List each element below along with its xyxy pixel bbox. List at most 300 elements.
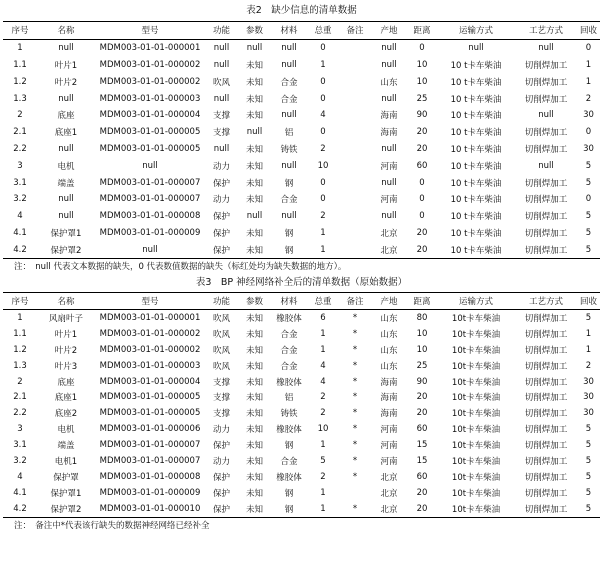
table-cell: * — [352, 344, 358, 355]
table-cell: 10 t卡车柴油 — [450, 111, 502, 122]
table-cell: 保护 — [212, 245, 230, 256]
table-cell: 10t卡车柴油 — [451, 472, 501, 483]
column-header: 产地 — [380, 297, 398, 308]
table-row — [3, 310, 600, 326]
table-cell: 0 — [320, 76, 326, 87]
table-cell: null — [213, 93, 230, 104]
table-cell: 北京 — [380, 228, 398, 239]
column-header: 回收 — [579, 297, 597, 308]
table-cell: null — [281, 160, 297, 171]
table-cell: 山东 — [380, 329, 398, 340]
table-cell: 未知 — [245, 393, 263, 404]
table-row — [3, 405, 600, 421]
table-cell: 钢 — [284, 178, 294, 189]
column-header: 运输方式 — [458, 26, 493, 37]
table-cell: 10t卡车柴油 — [451, 329, 501, 340]
table-cell: 未知 — [245, 111, 263, 122]
table-cell: 底座1 — [54, 128, 78, 139]
table-cell: 吹风 — [212, 77, 230, 88]
table-cell: 15 — [416, 440, 428, 451]
table-cell: 20 — [416, 143, 428, 154]
table-cell: 动力 — [212, 161, 230, 172]
column-header: 产地 — [380, 26, 398, 37]
table-cell — [339, 57, 371, 74]
table-cell: null — [381, 177, 397, 188]
table-cell: null — [246, 43, 263, 54]
table-cell: 保护 — [212, 441, 230, 452]
table-cell: 1.1 — [13, 59, 27, 70]
table-cell: 河南 — [380, 425, 398, 436]
table-cell: MDM003-01-01-000005 — [99, 143, 201, 154]
table-cell: null — [381, 59, 397, 70]
table-cell: 切削焊加工 — [524, 228, 568, 239]
table-cell: 支撑 — [212, 111, 230, 122]
table-cell: 铝 — [284, 128, 294, 139]
table-cell: 电机 — [57, 425, 75, 436]
table-cell: 10 — [317, 424, 329, 435]
table-cell: 4 — [17, 211, 23, 222]
table-cell: 叶片2 — [54, 345, 78, 356]
table-cell: 合金 — [280, 329, 298, 340]
table-cell: 90 — [416, 376, 428, 387]
table-cell: MDM003-01-01-000007 — [99, 456, 201, 466]
table-cell: MDM003-01-01-000003 — [99, 93, 201, 104]
table-cell: null — [213, 143, 230, 154]
table-cell: 4.1 — [13, 487, 27, 498]
table-cell — [339, 241, 371, 258]
table-cell: 切削焊加工 — [524, 144, 568, 155]
table-cell: MDM003-01-01-000009 — [99, 227, 201, 238]
table-cell: null — [281, 43, 297, 54]
table-cell: 5 — [585, 440, 592, 451]
table-cell: 1 — [320, 227, 326, 238]
column-header: 功能 — [212, 297, 230, 308]
table-row — [3, 453, 600, 469]
column-header: 名称 — [57, 297, 75, 308]
table-cell: 切削焊加工 — [524, 178, 568, 189]
table-cell — [339, 225, 371, 242]
table-cell: 5 — [585, 211, 592, 222]
table-cell: 动力 — [212, 457, 230, 467]
table-cell: MDM003-01-01-000003 — [99, 360, 201, 371]
table-cell: 未知 — [245, 313, 263, 324]
table-cell: null — [381, 43, 397, 54]
table-cell: 保护 — [212, 178, 230, 189]
table-cell: 4 — [320, 110, 326, 121]
table-cell: 4 — [320, 376, 326, 387]
table-cell: null — [281, 59, 297, 70]
table-cell: null — [58, 194, 74, 205]
table-cell: null — [142, 160, 158, 171]
table-cell: 切削焊加工 — [524, 212, 568, 223]
column-header: 名称 — [57, 26, 75, 37]
table-cell: 6 — [320, 312, 326, 323]
table-cell: 10 — [416, 344, 428, 355]
table-row — [3, 57, 600, 74]
table-cell: 1 — [320, 328, 326, 339]
table-cell: * — [352, 360, 358, 371]
table-cell: 河南 — [380, 457, 398, 467]
table-cell: 2.1 — [13, 127, 27, 138]
table-cell — [339, 485, 371, 501]
table-cell: 4 — [17, 471, 23, 482]
table2-note: 注： 备注中*代表该行缺失的数据神经网络已经补全 — [14, 520, 210, 531]
table-cell: 10t卡车柴油 — [451, 441, 501, 452]
table-cell: MDM003-01-01-000002 — [99, 328, 201, 339]
table-cell: 底座2 — [54, 409, 78, 420]
table-cell: 60 — [416, 471, 428, 482]
table-cell: 0 — [585, 43, 592, 54]
table-cell: 切削焊加工 — [524, 361, 568, 372]
table-cell: 60 — [416, 160, 428, 171]
table-cell: null — [538, 43, 554, 54]
table-row — [3, 174, 600, 191]
table-cell: 切削焊加工 — [524, 425, 568, 436]
table-cell: 10t卡车柴油 — [451, 409, 501, 420]
table-cell: 未知 — [245, 425, 263, 436]
table-cell: null — [381, 93, 397, 104]
table-cell: 10 t卡车柴油 — [450, 178, 502, 189]
table-cell: 未知 — [245, 377, 263, 388]
table-cell: MDM003-01-01-000001 — [99, 312, 201, 323]
table-cell: null — [381, 143, 397, 154]
table-cell: 切削焊加工 — [524, 345, 568, 356]
table-cell: 5 — [585, 503, 592, 514]
table2-caption: 表3 BP 神经网络补全后的清单数据（原始数据） — [195, 277, 408, 289]
table-row — [3, 157, 600, 174]
column-header: 距离 — [413, 26, 431, 37]
table-cell: 未知 — [245, 94, 263, 105]
table-cell: 20 — [416, 487, 428, 498]
table-cell: 底座 — [57, 111, 75, 122]
table-cell: 20 — [416, 127, 428, 138]
table-cell: 1 — [585, 76, 592, 87]
table-cell: MDM003-01-01-000004 — [99, 110, 201, 121]
table-cell: 20 — [416, 227, 428, 238]
table-cell: 海南 — [380, 393, 398, 404]
table-cell: 4.2 — [13, 503, 27, 514]
table-row — [3, 141, 600, 158]
table-cell: 橡胶体 — [276, 313, 302, 324]
table-cell: 保护罩 — [53, 472, 79, 483]
table-cell: MDM003-01-01-000005 — [99, 392, 201, 403]
table-cell: 10 t卡车柴油 — [450, 94, 502, 105]
table-cell: 叶片2 — [54, 77, 78, 88]
table1-header — [3, 22, 600, 40]
table-cell: 10t卡车柴油 — [451, 361, 501, 372]
completed-data-table — [3, 292, 600, 517]
table-cell: 20 — [416, 392, 428, 403]
table-cell: 合金 — [280, 361, 298, 372]
table-cell: 河南 — [380, 441, 398, 452]
table-cell: 10t卡车柴油 — [451, 393, 501, 404]
table-cell: 电机1 — [54, 457, 78, 467]
table-row — [3, 485, 600, 501]
table-cell: 3.1 — [13, 177, 27, 188]
table-cell: MDM003-01-01-000007 — [99, 440, 201, 451]
table-cell: null — [538, 110, 554, 121]
table-cell: 切削焊加工 — [524, 377, 568, 388]
table-cell: 吹风 — [212, 345, 230, 356]
column-header: 功能 — [212, 26, 230, 37]
table-cell: 2.2 — [13, 408, 27, 419]
table-cell: 切削焊加工 — [524, 488, 568, 499]
table-cell: * — [352, 471, 358, 482]
table-cell: MDM003-01-01-000004 — [99, 376, 201, 387]
table-cell: 山东 — [380, 345, 398, 356]
table-cell: 电机 — [57, 161, 75, 172]
column-header: 参数 — [245, 297, 263, 308]
table-cell — [339, 174, 371, 191]
table-cell: MDM003-01-01-000007 — [99, 177, 201, 188]
table-cell: 10 t卡车柴油 — [450, 128, 502, 139]
table-cell: 5 — [585, 487, 592, 498]
table-cell: 10 t卡车柴油 — [450, 77, 502, 88]
table-cell: 切削焊加工 — [524, 94, 568, 105]
table-cell: 北京 — [380, 245, 398, 256]
table-cell: 10t卡车柴油 — [451, 425, 501, 436]
table-cell: 0 — [320, 127, 326, 138]
table-cell: 合金 — [280, 77, 298, 88]
table-cell: 10 — [416, 328, 428, 339]
table-cell: 0 — [419, 43, 425, 54]
table-cell: 30 — [583, 392, 594, 403]
table-cell — [339, 141, 371, 158]
table-cell: 1 — [320, 344, 326, 355]
table-cell: 0 — [419, 194, 425, 205]
table-cell: 底座1 — [54, 393, 78, 404]
table-cell: 5 — [585, 471, 592, 482]
table-cell: 未知 — [245, 504, 263, 515]
table-cell: MDM003-01-01-000002 — [99, 344, 201, 355]
table-cell — [339, 39, 371, 56]
column-header: 型号 — [141, 26, 159, 37]
table-cell: null — [246, 127, 263, 138]
table-cell: 10 — [416, 59, 428, 70]
table-cell: 25 — [416, 93, 428, 104]
table-cell: 切削焊加工 — [524, 195, 568, 206]
table-cell: 3.2 — [13, 194, 27, 205]
table-cell: 5 — [585, 160, 592, 171]
table-cell: 底座 — [57, 377, 75, 388]
table-cell: 3 — [17, 160, 23, 171]
table-cell: 端盖 — [57, 178, 75, 189]
table-cell: 保护罩2 — [50, 245, 82, 256]
table-cell — [339, 73, 371, 90]
table-cell — [339, 191, 371, 208]
table-cell: 切削焊加工 — [524, 245, 568, 256]
table-cell: 80 — [416, 312, 428, 323]
column-header: 运输方式 — [458, 297, 493, 308]
table-cell: 15 — [416, 456, 428, 466]
table1-body — [3, 39, 600, 258]
column-header: 备注 — [346, 26, 364, 37]
table-cell: 河南 — [380, 161, 398, 172]
table-cell: 未知 — [245, 361, 263, 372]
table-cell: null — [58, 93, 74, 104]
table-cell: * — [352, 328, 358, 339]
column-header: 材料 — [280, 297, 298, 308]
table-cell: 0 — [320, 194, 326, 205]
table-cell: MDM003-01-01-000002 — [99, 76, 201, 87]
table-cell: 海南 — [380, 128, 398, 139]
table-cell: 0 — [320, 177, 326, 188]
table-cell: 10t卡车柴油 — [451, 457, 501, 467]
table-cell: MDM003-01-01-000001 — [99, 43, 201, 54]
table-row — [3, 39, 600, 56]
table-cell: 5 — [585, 312, 592, 323]
table-row — [3, 326, 600, 342]
table-cell: * — [352, 424, 358, 435]
table-cell: 保护 — [212, 488, 230, 499]
table-cell: 10t卡车柴油 — [451, 313, 501, 324]
table-cell: 2 — [320, 143, 326, 154]
table-cell: MDM003-01-01-000005 — [99, 408, 201, 419]
table-cell: 20 — [416, 408, 428, 419]
table-cell: 1 — [585, 59, 592, 70]
table-cell: * — [352, 312, 358, 323]
table-cell: 叶片3 — [54, 361, 78, 372]
table-cell: 未知 — [245, 457, 263, 467]
column-header: 备注 — [346, 297, 364, 308]
column-header: 序号 — [11, 26, 29, 37]
column-header: 回收 — [579, 26, 597, 37]
table-cell: * — [352, 408, 358, 419]
table-cell: 未知 — [245, 441, 263, 452]
table-cell: 1 — [320, 244, 326, 255]
table-cell: 风扇叶子 — [48, 313, 83, 324]
table-row — [3, 342, 600, 358]
table-cell: 10 t卡车柴油 — [450, 144, 502, 155]
table-cell: 10 t卡车柴油 — [450, 161, 502, 172]
table-cell: 10 — [317, 160, 329, 171]
table-cell: 30 — [583, 408, 594, 419]
table-cell: 切削焊加工 — [524, 77, 568, 88]
column-header: 距离 — [413, 297, 431, 308]
table-cell: 橡胶体 — [276, 425, 302, 436]
table-cell: 合金 — [280, 195, 298, 206]
table-cell: 切削焊加工 — [524, 393, 568, 404]
table-cell: 0 — [419, 177, 425, 188]
table-cell: 海南 — [380, 111, 398, 122]
table-cell: 10 t卡车柴油 — [450, 228, 502, 239]
table-cell: 1 — [320, 440, 326, 451]
column-header: 序号 — [11, 297, 29, 308]
table-cell: 0 — [419, 211, 425, 222]
table-cell: 1.1 — [13, 328, 27, 339]
table-cell: 10t卡车柴油 — [451, 377, 501, 388]
table-cell: 未知 — [245, 77, 263, 88]
table-cell: 切削焊加工 — [524, 472, 568, 483]
column-header: 总重 — [314, 26, 332, 37]
table2-body — [3, 310, 600, 518]
table-cell: 海南 — [380, 377, 398, 388]
table-cell: 1.3 — [13, 93, 27, 104]
table-cell: 4.2 — [13, 244, 27, 255]
table1-caption: 表2 缺少信息的清单数据 — [246, 5, 357, 16]
table-cell: 25 — [416, 360, 428, 371]
table-cell: null — [213, 43, 230, 54]
table-cell: 切削焊加工 — [524, 409, 568, 420]
table-cell: 60 — [416, 424, 428, 435]
table-cell: 10t卡车柴油 — [451, 345, 501, 356]
table-cell: * — [352, 503, 358, 514]
column-header: 型号 — [141, 297, 159, 308]
table-cell: MDM003-01-01-000009 — [99, 487, 201, 498]
table-cell: null — [213, 59, 230, 70]
table-cell — [339, 90, 371, 107]
table-cell: 0 — [320, 43, 326, 54]
table-row — [3, 90, 600, 107]
table-cell: 山东 — [380, 313, 398, 324]
table-cell: 支撑 — [212, 393, 230, 404]
table-cell: 保护 — [212, 212, 230, 223]
table-cell: 0 — [320, 93, 326, 104]
table-cell: 切削焊加工 — [524, 313, 568, 324]
table-cell: 山东 — [380, 361, 398, 372]
table-cell: 2.1 — [13, 392, 27, 403]
table-cell: 2 — [585, 360, 592, 371]
table-cell: 0 — [585, 127, 592, 138]
table-row — [3, 358, 600, 374]
table-cell: 0 — [585, 194, 592, 205]
table-cell: 支撑 — [212, 409, 230, 420]
table-cell: null — [281, 110, 297, 121]
table-cell: 铝 — [284, 393, 294, 404]
table-cell: 1.3 — [13, 360, 27, 371]
table-cell: 吹风 — [212, 329, 230, 340]
table-cell: 钢 — [284, 245, 294, 256]
table-cell: 保护罩1 — [50, 488, 82, 499]
table-cell: 未知 — [245, 60, 263, 71]
table-cell: 钢 — [284, 488, 294, 499]
table-cell: 2 — [320, 471, 326, 482]
table-cell: null — [58, 143, 74, 154]
table-cell: 未知 — [245, 409, 263, 420]
table-cell: 切削焊加工 — [524, 457, 568, 467]
table-cell: 20 — [416, 503, 428, 514]
table-cell: 端盖 — [57, 441, 75, 452]
table-cell: 切削焊加工 — [524, 128, 568, 139]
table-cell: * — [352, 376, 358, 387]
table-cell: 海南 — [380, 409, 398, 420]
table-cell: 未知 — [245, 345, 263, 356]
table-cell: 2 — [320, 211, 326, 222]
table-cell: 10t卡车柴油 — [451, 504, 501, 515]
table-cell: 切削焊加工 — [524, 60, 568, 71]
column-header: 参数 — [245, 26, 263, 37]
table-cell: 2 — [320, 408, 326, 419]
table2-header — [3, 293, 600, 310]
table-cell: 1.2 — [13, 76, 27, 87]
table-cell: 2 — [320, 392, 326, 403]
table-cell: * — [352, 392, 358, 403]
table-cell — [339, 124, 371, 141]
table-cell: MDM003-01-01-000005 — [99, 127, 201, 138]
table-cell: 未知 — [245, 329, 263, 340]
table-cell: 切削焊加工 — [524, 441, 568, 452]
table-cell: 保护 — [212, 228, 230, 239]
table-cell: 北京 — [380, 488, 398, 499]
table-cell: 未知 — [245, 488, 263, 499]
table-cell: 5 — [585, 424, 592, 435]
table-cell: 切削焊加工 — [524, 504, 568, 515]
table-cell: 支撑 — [212, 377, 230, 388]
table-cell: 1 — [17, 312, 23, 323]
table-cell: MDM003-01-01-000006 — [99, 424, 201, 435]
table-row — [3, 374, 600, 390]
table-cell: 5 — [585, 177, 592, 188]
